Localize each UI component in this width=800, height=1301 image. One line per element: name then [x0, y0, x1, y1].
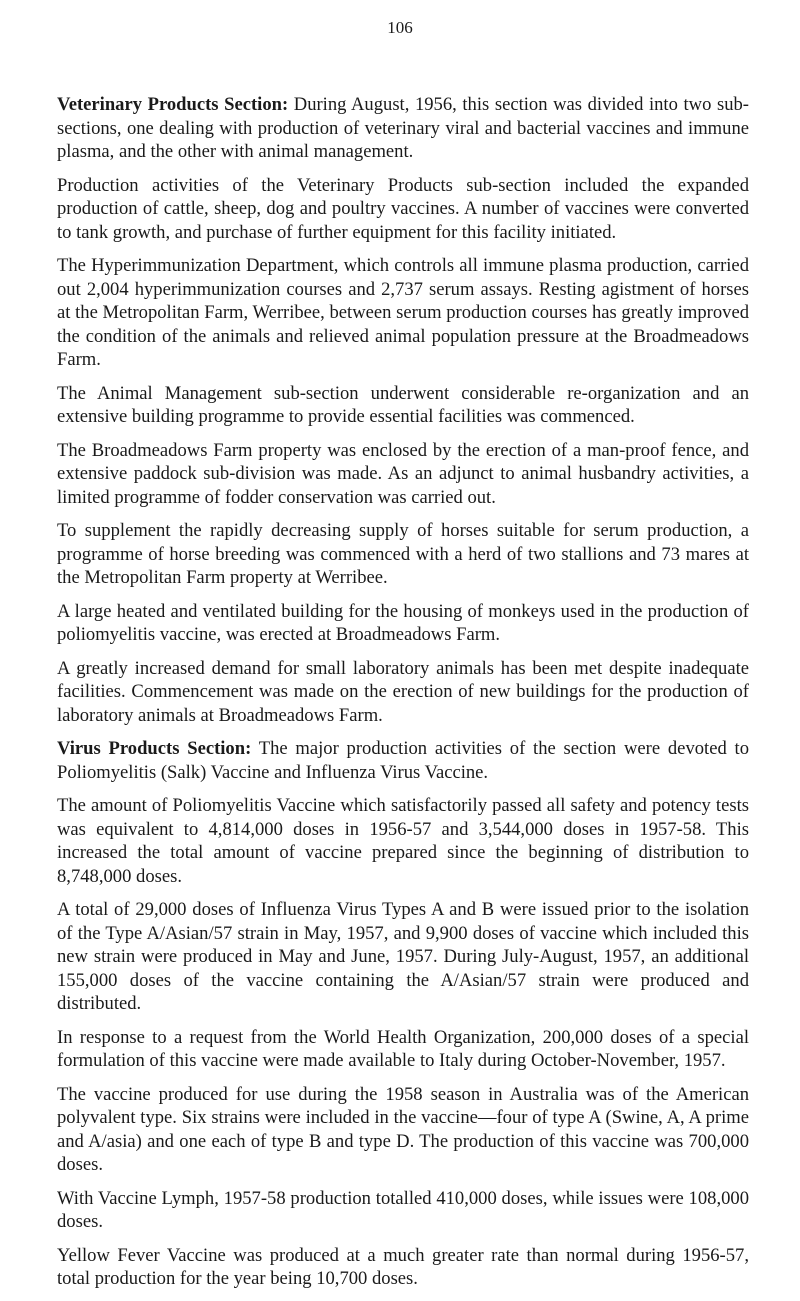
- paragraph-text: During August, 1956, this section was divided into two sub-sections, one dealing with production of veterinary viral and bacterial vaccines and immune plasma, and the other with animal management.: [57, 94, 749, 162]
- paragraph: [57, 382, 749, 429]
- paragraph: [57, 1026, 749, 1073]
- paragraph-text: Yellow Fever Vaccine was produced at a much greater rate than normal during 1956-57, total production for the year being 10,700 doses.: [57, 1244, 749, 1289]
- paragraph: [57, 1083, 749, 1177]
- paragraph-text: The amount of Poliomyelitis Vaccine which satisfactorily passed all safety and potency tests was equivalent to 4,814,000 doses in 1956-57 and 3,544,000 doses in 1957-58. This increased the total amount of vaccine prepared since the beginning of distribution to 8,748,000 doses.: [57, 795, 749, 887]
- paragraph-text: The Animal Management sub-section underwent considerable re-organization and an extensive building programme to provide essential facilities was commenced.: [57, 382, 749, 427]
- paragraph: [57, 519, 749, 590]
- section-heading: Veterinary Products Section:: [57, 94, 289, 115]
- paragraph-text: The Broadmeadows Farm property was enclosed by the erection of a man-proof fence, and extensive paddock sub-division was made. As an adjunct to animal husbandry activities, a limited programme of fodder conservation was carried out.: [57, 439, 749, 508]
- paragraph: [57, 794, 749, 888]
- body-text: [57, 93, 749, 1301]
- paragraph: [57, 254, 749, 372]
- paragraph: [57, 898, 749, 1016]
- paragraph: [57, 657, 749, 728]
- paragraph: [57, 1187, 749, 1234]
- paragraph-text: The major production activities of the section were devoted to Poliomyelitis (Salk) Vaccine and Influenza Virus Vaccine.: [57, 738, 749, 783]
- section-heading: Virus Products Section:: [57, 738, 252, 759]
- paragraph: [57, 439, 749, 510]
- paragraph: [57, 600, 749, 647]
- paragraph-text: Production activities of the Veterinary Products sub-section included the expanded production of cattle, sheep, dog and poultry vaccines. A number of vaccines were converted to tank growth, and purchase of further equipment for this facility initiated.: [57, 174, 749, 243]
- paragraph-text: With Vaccine Lymph, 1957-58 production totalled 410,000 doses, while issues were 108,000 doses.: [57, 1187, 749, 1232]
- paragraph-text: To supplement the rapidly decreasing supply of horses suitable for serum production, a programme of horse breeding was commenced with a herd of two stallions and 73 mares at the Metropolitan Farm property at Werribee.: [57, 520, 749, 588]
- paragraph: [57, 174, 749, 245]
- paragraph-text: A greatly increased demand for small laboratory animals has been met despite inadequate facilities. Commencement was made on the erection of new buildings for the production of laboratory animals at Broadmeadows Farm.: [57, 657, 749, 726]
- page-number: 106: [387, 18, 413, 37]
- paragraph-text: A large heated and ventilated building for the housing of monkeys used in the production of poliomyelitis vaccine, was erected at Broadmeadows Farm.: [57, 600, 749, 645]
- paragraph-text: A total of 29,000 doses of Influenza Virus Types A and B were issued prior to the isolation of the Type A/Asian/57 strain in May, 1957, and 9,900 doses of vaccine which included this new strain were produced in May and June, 1957. During July-August, 1957, an additional 155,000 doses of the vaccine containing the A/Asian/57 strain were produced and distributed.: [57, 899, 749, 1014]
- paragraph-text: The vaccine produced for use during the 1958 season in Australia was of the American polyvalent type. Six strains were included in the vaccine—four of type A (Swine, A, A prime and A/asia) and one each of type B and type D. The production of this vaccine was 700,000 doses.: [57, 1083, 749, 1175]
- paragraph: [57, 737, 749, 784]
- paragraph-text: The Hyperimmunization Department, which controls all immune plasma production, carried out 2,004 hyperimmunization courses and 2,737 serum assays. Resting agistment of horses at the Metropolitan Farm, Werribee, between serum production courses has greatly improved the condition of the animals and relieved animal population pressure at the Broadmeadows Farm.: [57, 255, 749, 370]
- paragraph: [57, 93, 749, 164]
- paragraph: [57, 1244, 749, 1291]
- paragraph-text: In response to a request from the World Health Organization, 200,000 doses of a special formulation of this vaccine were made available to Italy during October-November, 1957.: [57, 1026, 749, 1071]
